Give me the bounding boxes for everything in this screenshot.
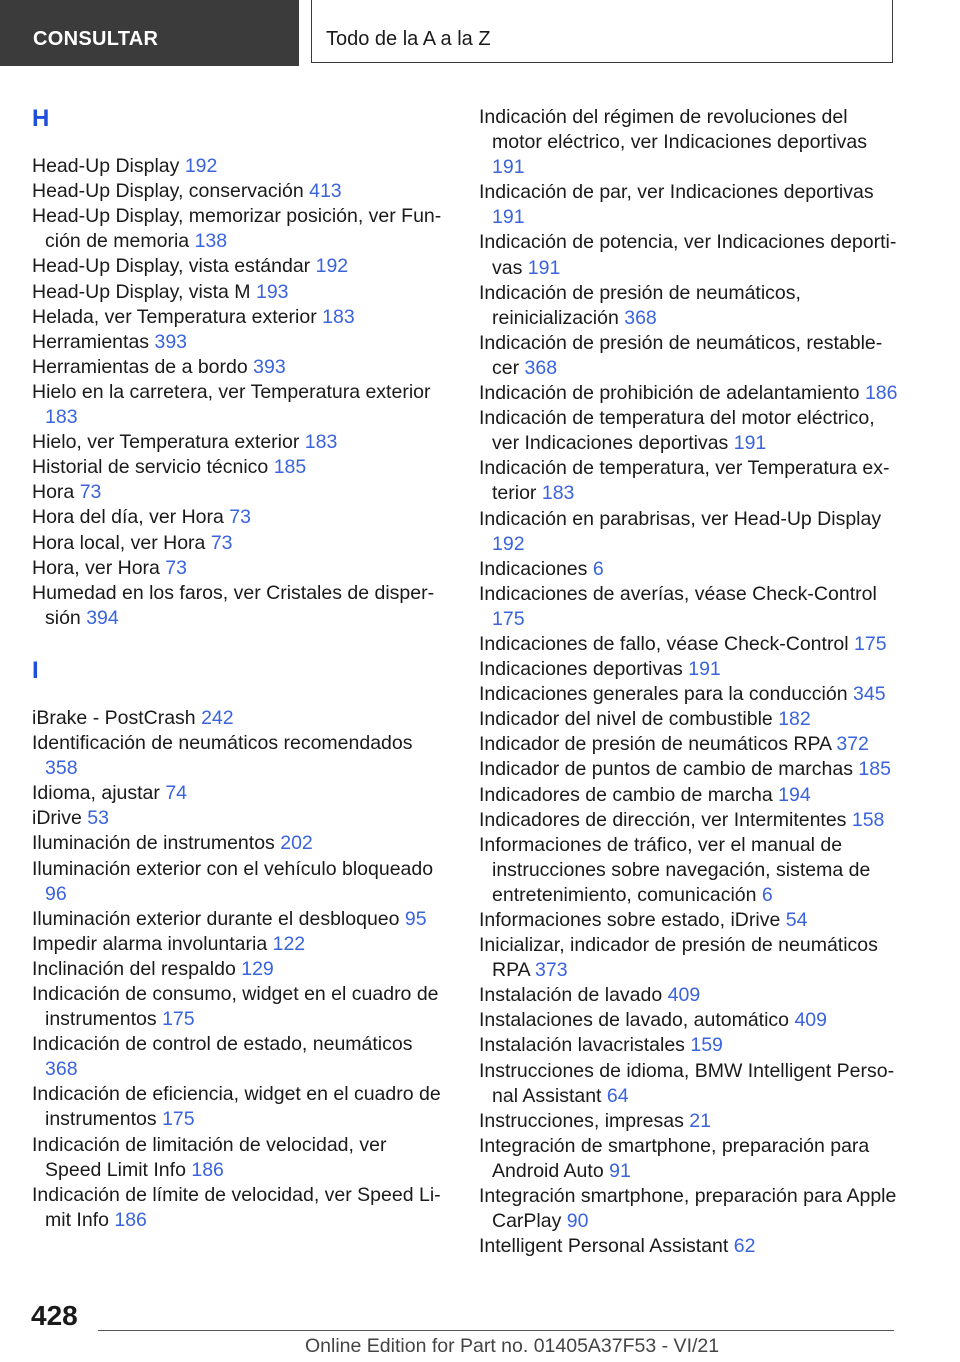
index-page-link[interactable]: 129 (241, 957, 274, 980)
index-entry (32, 254, 442, 279)
index-entry (479, 230, 899, 280)
index-page-link[interactable]: 73 (229, 506, 251, 529)
footer-rule (98, 1330, 894, 1331)
index-page-link[interactable]: 409 (667, 984, 701, 1007)
index-page-link[interactable]: 193 (255, 280, 289, 303)
index-entry (32, 204, 442, 254)
index-entry-text: Indicación de limitación de velocidad, ver Speed Limit Info (32, 1133, 387, 1181)
index-page-link[interactable]: 368 (524, 356, 558, 379)
index-entry (479, 808, 899, 833)
index-entry-text: Indicación del régimen de revoluciones del motor eléctrico, ver Indicaciones deportivas (479, 106, 868, 154)
index-page-link[interactable]: 393 (154, 330, 188, 353)
index-entry (479, 732, 899, 757)
index-entry-text: Hielo en la carretera, ver Temperatura exterior (32, 380, 431, 403)
index-entry (479, 507, 899, 557)
index-entry (479, 933, 899, 983)
index-entry-text: Identificación de neumáticos recomendados (32, 732, 413, 755)
index-entry-text: Inclinación del respaldo (32, 957, 242, 980)
index-entry-text: Head-Up Display, conservación (32, 180, 310, 203)
index-entry (479, 331, 899, 381)
index-page-link[interactable]: 74 (165, 782, 188, 805)
index-page-link[interactable]: 95 (404, 907, 427, 930)
index-page-link[interactable]: 192 (184, 155, 218, 178)
index-entry-text: Instrucciones, impresas (479, 1109, 690, 1132)
index-column-left (32, 104, 442, 1233)
index-entry (32, 957, 442, 982)
index-page-link[interactable]: 413 (309, 180, 342, 203)
index-entry-text: Iluminación exterior durante el desbloqueo (32, 907, 405, 930)
index-column-right (479, 105, 899, 1259)
index-page-link[interactable]: 73 (165, 556, 187, 579)
index-entry-text: Herramientas de a bordo (32, 355, 254, 378)
index-entry-text: Instalaciones de lavado, automático (479, 1009, 795, 1032)
index-entry-text: Hielo, ver Temperatura exterior (32, 431, 305, 454)
index-entry-text: Indicaciones deportivas (479, 658, 689, 681)
index-entry (32, 932, 442, 957)
index-entry-text: Indicación de presión de neumáticos, restablecer (479, 331, 883, 379)
index-page-link[interactable]: 394 (86, 606, 119, 629)
index-page-link[interactable]: 185 (273, 456, 307, 479)
index-page-link[interactable]: 345 (853, 683, 886, 706)
index-page-link[interactable]: 159 (690, 1034, 723, 1057)
index-page-link[interactable]: 191 (527, 256, 561, 279)
index-entry-text: Indicaciones de fallo, véase Check-Control (479, 632, 855, 655)
index-entry (479, 1234, 899, 1259)
index-entry (32, 430, 442, 455)
index-entry (32, 1032, 442, 1082)
index-entry (32, 907, 442, 932)
index-page-link[interactable]: 73 (210, 531, 233, 554)
index-entry (479, 381, 899, 406)
index-page-link[interactable]: 182 (778, 708, 811, 731)
index-entry-text: Iluminación exterior con el vehículo bloqueado (32, 857, 434, 880)
index-entry-text: Hora del día, ver Hora (32, 506, 230, 529)
section-label: CONSULTAR (33, 28, 159, 50)
index-entry (479, 833, 899, 908)
index-entry (479, 707, 899, 732)
index-entry (32, 1082, 442, 1132)
index-page-link[interactable]: 186 (864, 382, 898, 405)
index-entry-text: Indicación de temperatura, ver Temperatura exterior (479, 457, 890, 505)
index-page-link[interactable]: 368 (45, 1058, 78, 1081)
index-page-link[interactable]: 191 (733, 432, 767, 455)
index-entry-text: Hora local, ver Hora (32, 531, 211, 554)
index-entry (32, 305, 442, 330)
index-entry (479, 582, 899, 632)
index-entry-text: Indicación de eficiencia, widget en el cuadro de instrumentos (32, 1083, 441, 1131)
index-page-link[interactable]: 62 (733, 1235, 756, 1258)
index-entry-text: Head-Up Display, vista M (32, 280, 256, 303)
index-entry (32, 330, 442, 355)
index-entry-text: Instalación de lavado (479, 984, 668, 1007)
index-entry (479, 657, 899, 682)
index-page-link[interactable]: 185 (858, 758, 891, 781)
index-entry-text: Iluminación de instrumentos (32, 832, 281, 855)
index-entry-text: Instrucciones de idioma, BMW Intelligent Personal Assistant (479, 1059, 895, 1107)
index-entry (479, 180, 899, 230)
index-entry (32, 581, 442, 631)
index-entry (32, 1183, 442, 1233)
index-entry (32, 706, 442, 731)
index-page-link[interactable]: 368 (624, 306, 657, 329)
index-entry-text: Impedir alarma involuntaria (32, 932, 273, 955)
index-letter-heading: H (32, 105, 50, 132)
index-entry (32, 154, 442, 179)
index-entry (32, 505, 442, 530)
index-page-link[interactable]: 21 (689, 1109, 711, 1132)
index-entry (479, 105, 899, 180)
index-entry (479, 1033, 899, 1058)
index-entry (479, 1134, 899, 1184)
index-entry-text: Indicadores de dirección, ver Intermitentes (479, 808, 852, 831)
index-entry (479, 1109, 899, 1134)
index-page-link[interactable]: 202 (280, 832, 313, 855)
index-entry-text: Indicador de presión de neumáticos RPA (479, 733, 837, 756)
index-entry-text: Indicación de par, ver Indicaciones deportivas (479, 181, 874, 204)
index-entry (32, 1133, 442, 1183)
index-entry (32, 480, 442, 505)
index-page-link[interactable]: 186 (114, 1208, 147, 1231)
index-entry-text: Hora (32, 481, 80, 504)
index-page-link[interactable]: 175 (854, 632, 887, 655)
index-entry-text: Integración smartphone, preparación para Apple CarPlay (479, 1185, 897, 1233)
index-page-link[interactable]: 183 (45, 406, 78, 429)
index-page-link[interactable]: 64 (606, 1084, 629, 1107)
index-page-link[interactable]: 53 (87, 807, 109, 830)
index-entry-text: Indicación de prohibición de adelantamiento (479, 382, 865, 405)
index-entry (479, 682, 899, 707)
index-page-link[interactable]: 6 (592, 557, 604, 580)
index-entry (479, 757, 899, 782)
index-entry-text: Indicación de presión de neumáticos, reinicialización (479, 281, 801, 329)
index-entry (32, 806, 442, 831)
index-entry (32, 857, 442, 907)
index-page-link[interactable]: 192 (492, 532, 525, 555)
index-entry-text: iDrive (32, 807, 88, 830)
index-letter-heading: I (32, 656, 39, 684)
index-page-link[interactable]: 191 (688, 658, 721, 681)
index-entry (479, 1184, 899, 1234)
index-entry-text: Indicación de potencia, ver Indicaciones deportivas (479, 231, 897, 279)
index-page-link[interactable]: 191 (492, 206, 525, 229)
index-entry-text: Herramientas (32, 330, 155, 353)
index-entry-text: Indicadores de cambio de marcha (479, 783, 779, 806)
index-page-link[interactable]: 183 (322, 305, 355, 328)
index-entry-text: Hora, ver Hora (32, 556, 166, 579)
chapter-title: Todo de la A a la Z (326, 28, 491, 50)
index-entry (479, 281, 899, 331)
index-entry-text: Indicaciones (479, 557, 593, 580)
index-page-link[interactable]: 158 (851, 808, 885, 831)
chapter-tab (311, 0, 893, 63)
index-entry (479, 783, 899, 808)
index-page-link[interactable]: 175 (162, 1008, 195, 1031)
index-entry (32, 831, 442, 856)
index-entry (479, 1008, 899, 1033)
index-entry (32, 982, 442, 1032)
index-page-link[interactable]: 192 (315, 255, 349, 278)
index-entry (32, 179, 442, 204)
index-entry-text: Indicación de temperatura del motor eléctrico, ver Indicaciones deportivas (479, 407, 875, 455)
index-entry-text: Helada, ver Temperatura exterior (32, 305, 323, 328)
section-tab (0, 0, 299, 66)
index-entry (32, 731, 442, 781)
index-page-link[interactable]: 194 (778, 783, 811, 806)
footer-edition: Online Edition for Part no. 01405A37F53 - VI/21 (305, 1335, 720, 1357)
index-entry-text: Instalación lavacristales (479, 1034, 691, 1057)
index-entry-text: Head-Up Display, vista estándar (32, 255, 316, 278)
index-page-link[interactable]: 372 (836, 733, 869, 756)
index-entry (479, 406, 899, 456)
index-entry (479, 983, 899, 1008)
index-page-link[interactable]: 191 (492, 156, 525, 179)
index-entry-text: Indicador del nivel de combustible (479, 708, 779, 731)
index-entry-text: Intelligent Personal Assistant (479, 1235, 734, 1258)
index-page-link[interactable]: 175 (492, 607, 525, 630)
index-entry-text: Indicaciones generales para la conducción (479, 683, 853, 706)
index-entry (479, 557, 899, 582)
index-entry (32, 280, 442, 305)
index-entry-text: Informaciones sobre estado, iDrive (479, 909, 786, 931)
index-entry-text: Indicación de límite de velocidad, ver Speed Limit Info (32, 1183, 441, 1231)
index-page-link[interactable]: 73 (79, 481, 102, 504)
index-entry (479, 1059, 899, 1109)
index-page-link[interactable]: 242 (201, 706, 234, 729)
index-page-link[interactable]: 96 (45, 882, 67, 905)
index-entry (479, 908, 899, 933)
index-page-link[interactable]: 138 (194, 230, 228, 253)
index-page-link[interactable]: 175 (162, 1108, 195, 1131)
index-entry-text: Idioma, ajustar (32, 782, 166, 805)
index-entry-text: iBrake - PostCrash (32, 706, 202, 729)
index-entry-text: Head-Up Display (32, 155, 185, 178)
index-page-link[interactable]: 358 (45, 757, 78, 780)
index-page-link[interactable]: 91 (609, 1159, 631, 1182)
index-entry (32, 355, 442, 380)
index-entry-text: Integración de smartphone, preparación para Android Auto (479, 1134, 870, 1182)
index-entry (32, 531, 442, 556)
index-page-link[interactable]: 373 (535, 959, 568, 982)
index-entry-text: Head-Up Display, memorizar posición, ver Función de memoria (32, 205, 442, 253)
index-page-link[interactable]: 183 (304, 431, 338, 454)
index-entry (32, 556, 442, 581)
index-entry (32, 781, 442, 806)
index-page-link[interactable]: 6 (761, 883, 773, 906)
index-page-link[interactable]: 186 (191, 1158, 224, 1181)
index-page-link[interactable]: 122 (272, 932, 306, 955)
index-page-link[interactable]: 183 (541, 482, 575, 505)
index-page-link[interactable]: 90 (566, 1210, 589, 1233)
index-entry-text: Indicación en parabrisas, ver Head-Up Display (479, 507, 882, 530)
index-entry (479, 632, 899, 657)
index-entry-text: Humedad en los faros, ver Cristales de dispersión (32, 581, 435, 629)
index-entry-text: Indicador de puntos de cambio de marchas (479, 758, 859, 781)
index-entry-text: Inicializar, indicador de presión de neumáticos RPA (479, 934, 878, 982)
index-entry (32, 455, 442, 480)
page-number: 428 (31, 1300, 78, 1331)
index-page-link[interactable]: 393 (253, 355, 286, 378)
index-entry-text: Indicación de consumo, widget en el cuadro de instrumentos (32, 983, 439, 1031)
index-entry-text: Indicaciones de averías, véase Check-Control (479, 582, 877, 605)
index-page-link[interactable]: 409 (794, 1009, 827, 1032)
index-entry (479, 456, 899, 506)
index-entry (32, 380, 442, 430)
index-page-link[interactable]: 54 (785, 909, 808, 931)
index-entry-text: Informaciones de tráfico, ver el manual de instrucciones sobre navegación, sistema de entretenimiento, comunicación (479, 833, 871, 906)
index-entry-text: Historial de servicio técnico (32, 456, 274, 479)
index-entry-text: Indicación de control de estado, neumáticos (32, 1033, 413, 1056)
